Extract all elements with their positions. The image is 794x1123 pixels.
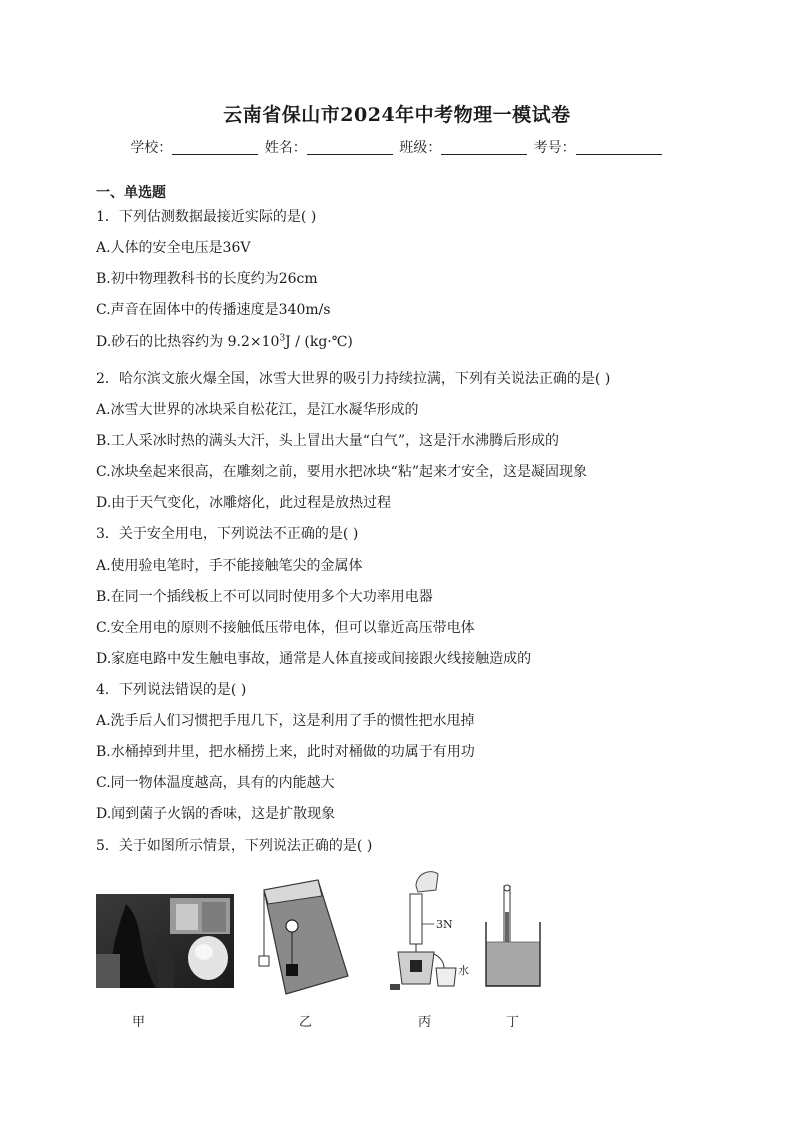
question-4-option-d: D.闻到菌子火锅的香味，这是扩散现象 [96,806,336,822]
name-blank[interactable] [307,154,393,155]
number-blank[interactable] [576,154,662,155]
question-1-option-b: B.初中物理教科书的长度约为26cm [96,271,318,287]
force-reading-label: 3N [436,918,453,931]
question-2-option-d: D.由于天气变化，冰雕熔化，此过程是放热过程 [96,495,392,511]
option-d-unit: J / (kg·℃) [285,334,353,350]
water-label: 水 [458,964,469,977]
question-2-option-b: B.工人采冰时热的满头大汗，头上冒出大量“白气”，这是汗水沸腾后形成的 [96,433,560,449]
question-5-stem: 5．关于如图所示情景，下列说法正确的是( ) [96,838,373,854]
school-label: 学校： [130,140,173,156]
figure-bing-spring-scale [386,868,486,998]
name-label: 姓名： [264,140,307,156]
question-3-option-c: C.安全用电的原则不接触低压带电体，但可以靠近高压带电体 [96,620,475,636]
figure-caption-bing: 丙 [418,1015,432,1030]
figure-caption-jia: 甲 [132,1015,146,1030]
question-4-option-a: A.洗手后人们习惯把手甩几下，这是利用了手的惯性把水甩掉 [96,713,475,729]
section-heading: 一、单选题 [96,185,166,201]
figure-caption-ding: 丁 [506,1015,520,1030]
page-title: 云南省保山市2024年中考物理一模试卷 [223,104,571,126]
question-2-option-c: C.冰块垒起来很高，在雕刻之前，要用水把冰块“粘”起来才安全，这是凝固现象 [96,464,587,480]
option-d-exponent: 3 [279,333,286,344]
question-3-option-b: B.在同一个插线板上不可以同时使用多个大功率用电器 [96,589,433,605]
student-info-row [0,137,794,157]
class-label: 班级： [399,140,442,156]
figure-jia-photo [96,894,234,988]
question-3-option-a: A.使用验电笔时，手不能接触笔尖的金属体 [96,558,363,574]
question-1-option-c: C.声音在固体中的传播速度是340m/s [96,302,331,318]
class-blank[interactable] [441,154,527,155]
question-1-option-a: A.人体的安全电压是36V [96,240,251,256]
number-label: 考号： [533,140,576,156]
question-5-figures [96,878,536,1028]
option-d-prefix: D.砂石的比热容约为 9.2×10 [96,334,280,350]
figure-caption-yi: 乙 [299,1015,313,1030]
question-4-option-c: C.同一物体温度越高，具有的内能越大 [96,775,335,791]
question-2-stem: 2．哈尔滨文旅火爆全国，冰雪大世界的吸引力持续拉满，下列有关说法正确的是( ) [96,371,611,387]
question-2-option-a: A.冰雪大世界的冰块采自松花江，是江水凝华形成的 [96,402,419,418]
question-3-stem: 3．关于安全用电，下列说法不正确的是( ) [96,526,359,542]
question-1-option-d [96,331,353,351]
figure-yi-tilted-container [256,878,366,996]
school-blank[interactable] [172,154,258,155]
figure-ding-tube-beaker [484,882,544,992]
question-4-option-b: B.水桶掉到井里，把水桶捞上来，此时对桶做的功属于有用功 [96,744,475,760]
question-1-stem: 1．下列估测数据最接近实际的是( ) [96,209,317,225]
question-4-stem: 4．下列说法错误的是( ) [96,682,247,698]
question-3-option-d: D.家庭电路中发生触电事故，通常是人体直接或间接跟火线接触造成的 [96,651,532,667]
